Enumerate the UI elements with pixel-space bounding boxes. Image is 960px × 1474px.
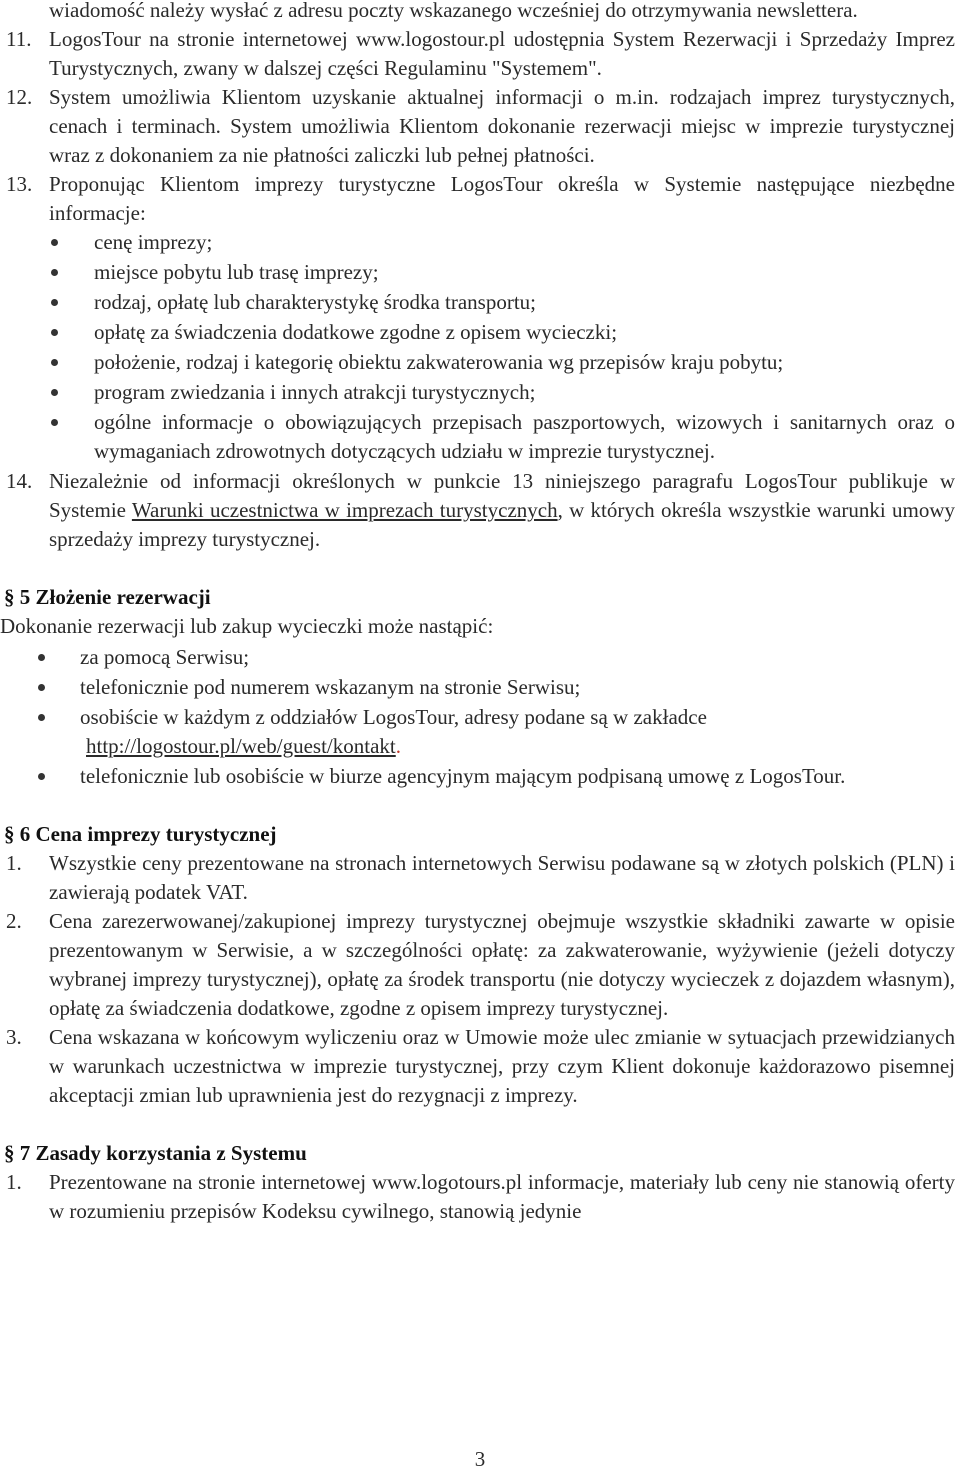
paragraph-text: wiadomość należy wysłać z adresu poczty wskazanego wcześniej do otrzymywania newslettera. xyxy=(49,0,858,22)
paragraph-14 xyxy=(0,467,955,554)
paragraph-number: 12. xyxy=(6,85,33,109)
list-item: cenę imprezy; xyxy=(0,228,955,257)
paragraph-text: System umożliwia Klientom uzyskanie aktualnej informacji o m.in. rodzajach imprez turystycznych, cenach i terminach. System umożliwia Klientom dokonanie rezerwacji miejsc w imprezie turystycznej wraz z dokonaniem za nie płatności zaliczki lub pełnej płatności. xyxy=(49,85,955,167)
paragraph-text: Proponując Klientom imprezy turystyczne LogosTour określa w Systemie następujące niezbędne informacje: xyxy=(49,172,955,225)
list-item xyxy=(0,762,955,791)
section-5-bullet-list xyxy=(0,643,955,791)
paragraph-number: 2. xyxy=(6,909,22,933)
paragraph-number: 1. xyxy=(6,851,22,875)
list-item: położenie, rodzaj i kategorię obiektu zakwaterowania wg przepisów kraju pobytu; xyxy=(0,348,955,377)
section-6-item-2 xyxy=(0,907,955,1023)
list-item-text: telefonicznie pod numerem wskazanym na stronie Serwisu; xyxy=(80,675,581,699)
list-item xyxy=(0,673,955,702)
paragraph-text: Wszystkie ceny prezentowane na stronach internetowych Serwisu podawane są w złotych polskich (PLN) i zawierają podatek VAT. xyxy=(49,851,955,904)
section-6-item-3 xyxy=(0,1023,955,1110)
paragraph-text: LogosTour na stronie internetowej www.logostour.pl udostępnia System Rezerwacji i Sprzedaży Imprez Turystycznych, zwany w dalszej części Regulaminu "Systemem". xyxy=(49,27,955,80)
list-item: program zwiedzania i innych atrakcji turystycznych; xyxy=(0,378,955,407)
section-7-item-1 xyxy=(0,1168,955,1226)
section-6-item-1 xyxy=(0,849,955,907)
paragraph-11 xyxy=(0,25,955,83)
conditions-link[interactable]: Warunki uczestnictwa w imprezach turystycznych xyxy=(131,498,558,522)
paragraph-text: Prezentowane na stronie internetowej www.logotours.pl informacje, materiały lub ceny nie stanowią oferty w rozumieniu przepisów Kodeksu cywilnego, stanowią jedynie xyxy=(49,1170,955,1223)
contact-link[interactable]: http://logostour.pl/web/guest/kontakt xyxy=(86,734,396,758)
paragraph-number: 1. xyxy=(6,1170,22,1194)
list-item-text: osobiście w każdym z oddziałów LogosTour, adresy podane są w zakładce xyxy=(80,705,707,729)
page-number: 3 xyxy=(474,1447,486,1471)
paragraph-number: 11. xyxy=(6,27,32,51)
section-5-heading: § 5 Złożenie rezerwacji xyxy=(4,585,211,609)
list-item-text: telefonicznie lub osobiście w biurze agencyjnym mającym podpisaną umowę z LogosTour. xyxy=(80,764,846,788)
paragraph-10-tail xyxy=(0,0,955,25)
paragraph-text: Cena zarezerwowanej/zakupionej imprezy turystycznej obejmuje wszystkie składniki zawarte w opisie prezentowanym w Serwisie, a w szczególności opłatę: za zakwaterowanie, wyżywienie (jeżeli dotyczy wybranej imprezy turystycznej), opłatę za środek transportu (nie dotyczy wycieczek z dojazdem własnym), opłatę za świadczenia dodatkowe, zgodne z opisem imprezy turystycznej. xyxy=(49,909,955,1020)
period: . xyxy=(395,734,401,758)
paragraph-13-bullet-list xyxy=(0,228,955,466)
paragraph-12 xyxy=(0,83,955,170)
list-item: rodzaj, opłatę lub charakterystykę środka transportu; xyxy=(0,288,955,317)
list-item xyxy=(0,643,955,672)
list-item xyxy=(0,703,955,761)
list-item-text: za pomocą Serwisu; xyxy=(80,645,250,669)
paragraph-number: 13. xyxy=(6,172,33,196)
list-item: miejsce pobytu lub trasę imprezy; xyxy=(0,258,955,287)
paragraph-text: Niezależnie od informacji określonych w punkcie 13 niniejszego paragrafu LogosTour publikuje w Systemie xyxy=(49,469,955,522)
section-7-heading: § 7 Zasady korzystania z Systemu xyxy=(4,1141,307,1165)
paragraph-text: , w których określa wszystkie warunki umowy sprzedaży imprezy turystycznej. xyxy=(49,498,956,551)
section-6-heading: § 6 Cena imprezy turystycznej xyxy=(4,822,277,846)
paragraph-number: 14. xyxy=(6,469,33,493)
list-item: opłatę za świadczenia dodatkowe zgodne z opisem wycieczki; xyxy=(0,318,955,347)
paragraph-number: 3. xyxy=(6,1025,22,1049)
section-5-intro: Dokonanie rezerwacji lub zakup wycieczki może nastąpić: xyxy=(0,614,494,638)
list-item: ogólne informacje o obowiązujących przepisach paszportowych, wizowych i sanitarnych oraz o wymaganiach zdrowotnych dotyczących udziału w imprezie turystycznej. xyxy=(0,408,955,466)
paragraph-text: Cena wskazana w końcowym wyliczeniu oraz w Umowie może ulec zmianie w sytuacjach przewidzianych w warunkach uczestnictwa w imprezie turystycznej, przy czym Klient dokonuje każdorazowo pisemnej akceptacji zmian lub uprawnienia jest do rezygnacji z imprezy. xyxy=(49,1025,955,1107)
paragraph-13 xyxy=(0,170,955,228)
